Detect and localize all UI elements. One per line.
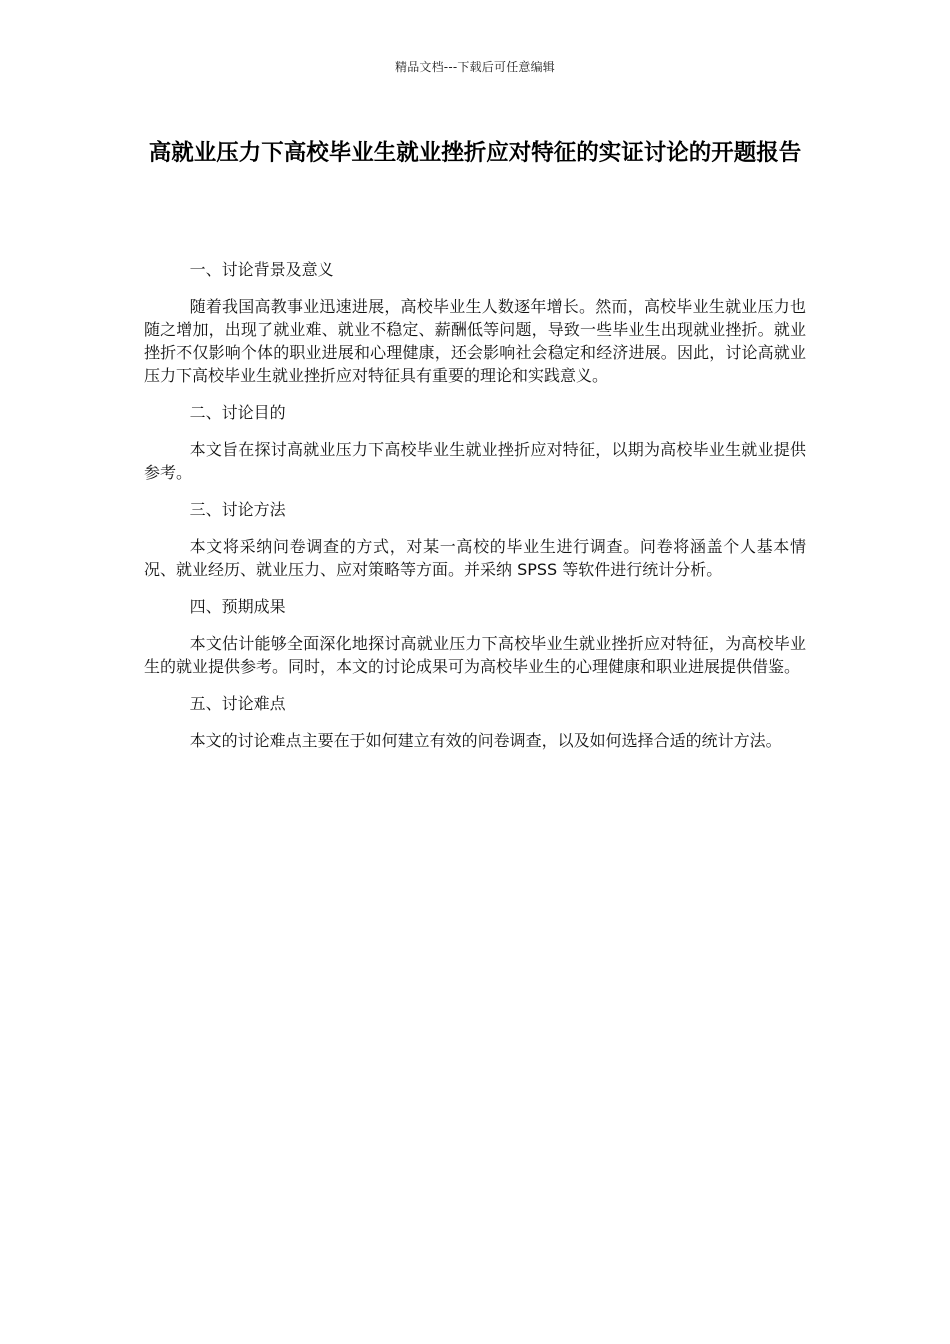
section-difficulties xyxy=(144,692,806,752)
section-heading: 二、讨论目的 xyxy=(189,403,286,422)
section-background xyxy=(144,258,806,387)
section-paragraph: 本文旨在探讨高就业压力下高校毕业生就业挫折应对特征，以期为高校毕业生就业提供参考。 xyxy=(144,440,806,482)
document-title: 高就业压力下高校毕业生就业挫折应对特征的实证讨论的开题报告 xyxy=(148,140,802,166)
document-body xyxy=(144,258,806,766)
section-purpose xyxy=(144,401,806,484)
section-method xyxy=(144,498,806,581)
section-heading: 五、讨论难点 xyxy=(189,694,286,713)
section-paragraph: 随着我国高教事业迅速进展，高校毕业生人数逐年增长。然而，高校毕业生就业压力也随之增加，出现了就业难、就业不稳定、薪酬低等问题，导致一些毕业生出现就业挫折。就业挫折不仅影响个体的职业进展和心理健康，还会影响社会稳定和经济进展。因此，讨论高就业压力下高校毕业生就业挫折应对特征具有重要的理论和实践意义。 xyxy=(144,297,806,385)
section-heading: 四、预期成果 xyxy=(189,597,286,616)
header-note: 精品文档---下载后可任意编辑 xyxy=(395,60,555,74)
section-expected-results xyxy=(144,595,806,678)
section-paragraph: 本文将采纳问卷调查的方式，对某一高校的毕业生进行调查。问卷将涵盖个人基本情况、就业经历、就业压力、应对策略等方面。并采纳 SPSS 等软件进行统计分析。 xyxy=(144,537,806,579)
section-paragraph: 本文的讨论难点主要在于如何建立有效的问卷调查，以及如何选择合适的统计方法。 xyxy=(189,731,782,750)
section-paragraph: 本文估计能够全面深化地探讨高就业压力下高校毕业生就业挫折应对特征，为高校毕业生的就业提供参考。同时，本文的讨论成果可为高校毕业生的心理健康和职业进展提供借鉴。 xyxy=(144,634,806,676)
section-heading: 三、讨论方法 xyxy=(189,500,286,519)
section-heading: 一、讨论背景及意义 xyxy=(189,260,334,279)
